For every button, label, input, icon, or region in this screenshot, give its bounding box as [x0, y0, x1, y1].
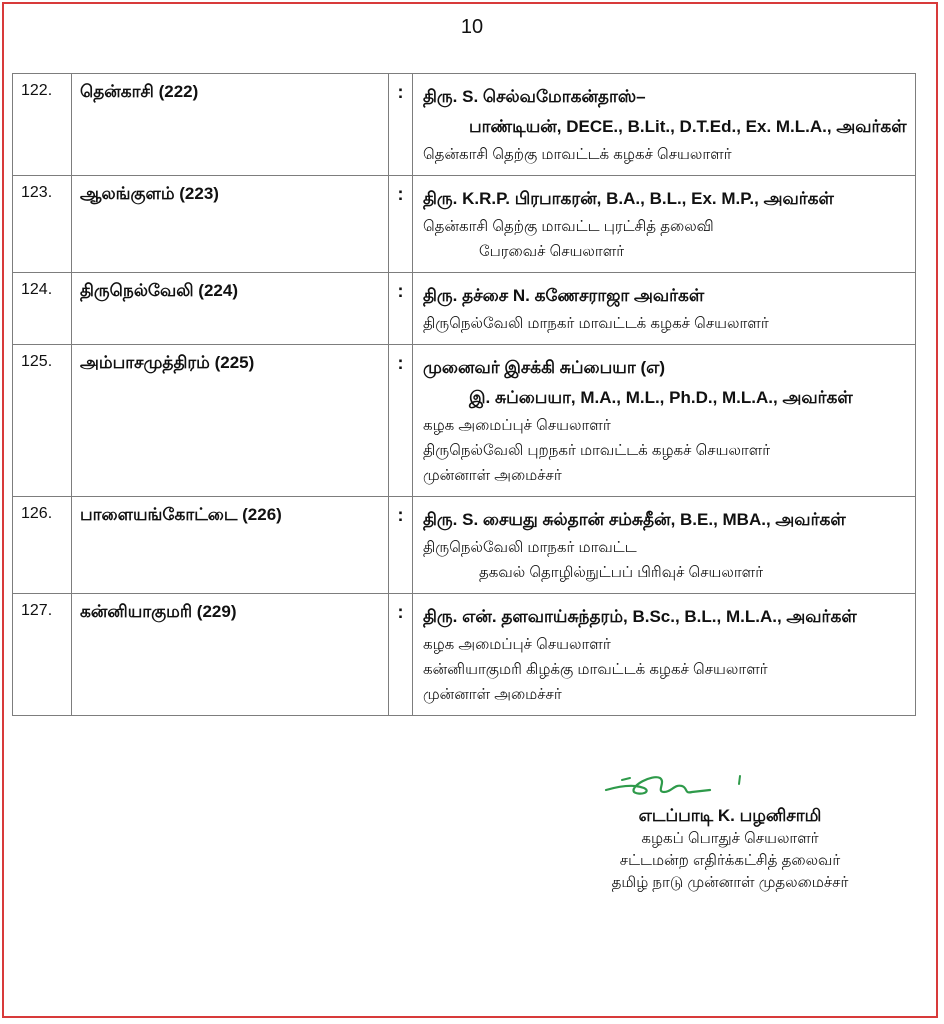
- table-row: [13, 74, 916, 176]
- signatory-title: கழகப் பொதுச் செயலாளர்: [641, 830, 819, 847]
- candidate-role: திருநெல்வேலி மாநகர் மாவட்டக் கழகச் செயலாளர்: [423, 315, 769, 332]
- serial-number: 125.: [13, 345, 72, 497]
- candidate-name: முனைவர் இசக்கி சுப்பையா (எ): [423, 358, 666, 377]
- table-row: [13, 345, 916, 497]
- table-row: [13, 497, 916, 594]
- candidate-role: திருநெல்வேலி புறநகர் மாவட்டக் கழகச் செயலாளர்: [423, 442, 771, 459]
- candidate-role: பேரவைச் செயலாளர்: [479, 243, 625, 260]
- constituency-name: பாளையங்கோட்டை (226): [72, 497, 389, 594]
- separator-colon: :: [389, 273, 413, 345]
- candidate-role: தென்காசி தெற்கு மாவட்டக் கழகச் செயலாளர்: [423, 146, 732, 163]
- candidate-name: திரு. என். தளவாய்சுந்தரம், B.Sc., B.L., M.L.A., அவர்கள்: [423, 607, 857, 626]
- table-row: [13, 594, 916, 716]
- separator-colon: :: [389, 345, 413, 497]
- signatory-title: சட்டமன்ற எதிர்க்கட்சித் தலைவர்: [619, 852, 841, 869]
- candidate-role: திருநெல்வேலி மாநகர் மாவட்ட: [423, 539, 637, 556]
- candidate-role: கழக அமைப்புச் செயலாளர்: [423, 417, 611, 434]
- candidate-details: [413, 594, 916, 716]
- candidate-table: [12, 73, 916, 716]
- candidate-name: திரு. தச்சை N. கணேசராஜா அவர்கள்: [423, 286, 705, 305]
- serial-number: 127.: [13, 594, 72, 716]
- candidate-details: [413, 74, 916, 176]
- separator-colon: :: [389, 594, 413, 716]
- serial-number: 124.: [13, 273, 72, 345]
- candidate-name: திரு. S. செல்வமோகன்தாஸ்–: [423, 87, 646, 106]
- constituency-name: தென்காசி (222): [72, 74, 389, 176]
- signature-scribble-icon: [600, 768, 760, 802]
- serial-number: 122.: [13, 74, 72, 176]
- page-number: 10: [460, 16, 484, 38]
- signatory-name: எடப்பாடி K. பழனிசாமி: [638, 806, 822, 825]
- candidate-details: [413, 273, 916, 345]
- candidate-role: முன்னாள் அமைச்சர்: [423, 467, 562, 484]
- separator-colon: :: [389, 176, 413, 273]
- constituency-name: கன்னியாகுமரி (229): [72, 594, 389, 716]
- candidate-role: கழக அமைப்புச் செயலாளர்: [423, 636, 611, 653]
- constituency-name: திருநெல்வேலி (224): [72, 273, 389, 345]
- candidate-role: தகவல் தொழில்நுட்பப் பிரிவுச் செயலாளர்: [479, 564, 764, 581]
- candidate-role: முன்னாள் அமைச்சர்: [423, 686, 562, 703]
- signature-block: [560, 768, 900, 894]
- separator-colon: :: [389, 74, 413, 176]
- table-row: [13, 176, 916, 273]
- candidate-name: திரு. S. சையது சுல்தான் சம்சுதீன், B.E., MBA., அவர்கள்: [423, 510, 846, 529]
- candidate-name: இ. சுப்பையா, M.A., M.L., Ph.D., M.L.A., அவர்கள்: [469, 388, 853, 407]
- separator-colon: :: [389, 497, 413, 594]
- serial-number: 123.: [13, 176, 72, 273]
- candidate-role: தென்காசி தெற்கு மாவட்ட புரட்சித் தலைவி: [423, 218, 714, 235]
- candidate-name: பாண்டியன், DECE., B.Lit., D.T.Ed., Ex. M.L.A., அவர்கள்: [469, 117, 907, 136]
- constituency-name: ஆலங்குளம் (223): [72, 176, 389, 273]
- candidate-role: கன்னியாகுமரி கிழக்கு மாவட்டக் கழகச் செயலாளர்: [423, 661, 768, 678]
- signatory-title: தமிழ் நாடு முன்னாள் முதலமைச்சர்: [611, 874, 849, 891]
- table-row: [13, 273, 916, 345]
- constituency-name: அம்பாசமுத்திரம் (225): [72, 345, 389, 497]
- candidate-details: [413, 176, 916, 273]
- candidate-details: [413, 345, 916, 497]
- candidate-name: திரு. K.R.P. பிரபாகரன், B.A., B.L., Ex. M.P., அவர்கள்: [423, 189, 834, 208]
- candidate-details: [413, 497, 916, 594]
- serial-number: 126.: [13, 497, 72, 594]
